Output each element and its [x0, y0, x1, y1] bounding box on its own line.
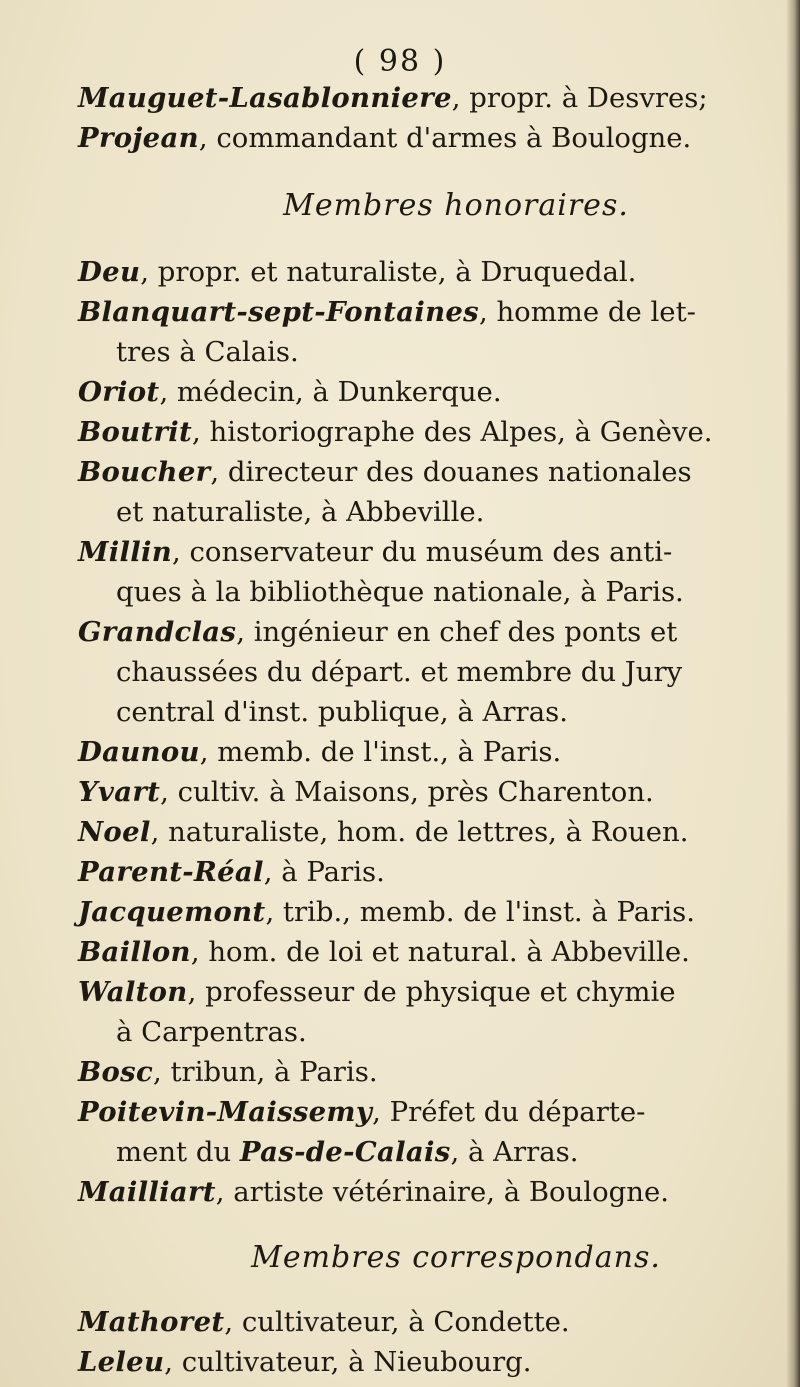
member-details-prefix: ment du	[116, 1136, 240, 1168]
member-name: Mathoret	[78, 1306, 225, 1338]
list-item	[78, 412, 794, 452]
member-details: , commandant d'armes à Boulogne.	[198, 122, 692, 154]
member-details: , hom. de loi et natural. à Abbeville.	[190, 936, 690, 968]
member-details: , tribun, à Paris.	[153, 1056, 378, 1088]
member-details: , professeur de physique et chymie	[187, 976, 676, 1008]
member-name: Mauguet-Lasablonniere	[78, 82, 452, 114]
member-details: , à Paris.	[263, 856, 385, 888]
member-details: , ingénieur en chef des ponts et	[236, 616, 678, 648]
list-item	[78, 1092, 794, 1172]
list-item	[78, 372, 794, 412]
member-details: , cultiv. à Maisons, près Charenton.	[160, 776, 654, 808]
member-name: Daunou	[78, 736, 200, 768]
list-item	[78, 452, 794, 532]
member-name: Poitevin-Maissemy	[78, 1096, 373, 1128]
member-details: , trib., memb. de l'inst. à Paris.	[265, 896, 695, 928]
page-edge-shadow	[786, 0, 800, 1387]
department-name: Pas-de-Calais	[239, 1136, 451, 1168]
member-name: Bosc	[78, 1056, 154, 1088]
member-details: , directeur des douanes nationales	[210, 456, 692, 488]
list-item	[78, 118, 794, 158]
list-item	[78, 732, 794, 772]
member-details-continued	[78, 1132, 794, 1172]
member-name: Mailliart	[78, 1176, 216, 1208]
member-name: Walton	[78, 976, 188, 1008]
list-item	[78, 932, 794, 972]
member-name: Jacquemont	[78, 896, 266, 928]
list-item	[78, 292, 794, 372]
member-details: , cultivateur, à Nieubourg.	[164, 1346, 532, 1378]
member-details-continued: ques à la bibliothèque nationale, à Paris.	[116, 576, 684, 608]
member-name: Oriot	[78, 376, 160, 408]
member-details: , cultivateur, à Condette.	[224, 1306, 570, 1338]
member-name: Grandclas	[78, 616, 237, 648]
list-item	[78, 772, 794, 812]
member-details-continued: central d'inst. publique, à Arras.	[116, 696, 568, 728]
list-item	[78, 1052, 794, 1092]
member-details: , propr. et naturaliste, à Druquedal.	[140, 256, 637, 288]
page-content	[78, 78, 794, 1382]
member-details-continued: chaussées du départ. et membre du Jury	[116, 656, 683, 688]
page-number: ( 98 )	[353, 44, 447, 79]
list-item	[78, 612, 794, 732]
member-details: , historiographe des Alpes, à Genève.	[192, 416, 713, 448]
list-item	[78, 852, 794, 892]
member-name: Noel	[78, 816, 151, 848]
member-details: , homme de let-	[478, 296, 696, 328]
member-name: Yvart	[78, 776, 161, 808]
list-item	[78, 812, 794, 852]
list-item	[78, 1302, 794, 1342]
member-name: Blanquart-sept-Fontaines	[78, 296, 479, 328]
member-details: , artiste vétérinaire, à Boulogne.	[215, 1176, 669, 1208]
member-details-suffix: , à Arras.	[450, 1136, 579, 1168]
member-name: Boutrit	[78, 416, 193, 448]
list-item	[78, 892, 794, 932]
member-name: Parent-Réal	[78, 856, 264, 888]
list-item	[78, 78, 794, 118]
member-name: Leleu	[78, 1346, 165, 1378]
member-details-continued: à Carpentras.	[116, 1016, 307, 1048]
member-details-continued: et naturaliste, à Abbeville.	[116, 496, 485, 528]
section-heading-correspondans: Membres correspondans.	[251, 1240, 661, 1275]
list-item	[78, 1342, 794, 1382]
list-item	[78, 252, 794, 292]
member-details: , Préfet du départe-	[372, 1096, 646, 1128]
list-item	[78, 972, 794, 1052]
list-item	[78, 532, 794, 612]
member-name: Baillon	[78, 936, 191, 968]
member-details-continued: tres à Calais.	[116, 336, 299, 368]
member-name: Boucher	[78, 456, 211, 488]
member-name: Projean	[78, 122, 199, 154]
member-name: Millin	[78, 536, 173, 568]
member-details: , propr. à Desvres;	[451, 82, 708, 114]
member-name: Deu	[78, 256, 141, 288]
list-item	[78, 1172, 794, 1212]
section-heading-honoraires: Membres honoraires.	[283, 188, 629, 223]
member-details: , memb. de l'inst., à Paris.	[199, 736, 562, 768]
member-details: , médecin, à Dunkerque.	[159, 376, 502, 408]
member-details: , naturaliste, hom. de lettres, à Rouen.	[150, 816, 689, 848]
member-details: , conservateur du muséum des anti-	[172, 536, 673, 568]
